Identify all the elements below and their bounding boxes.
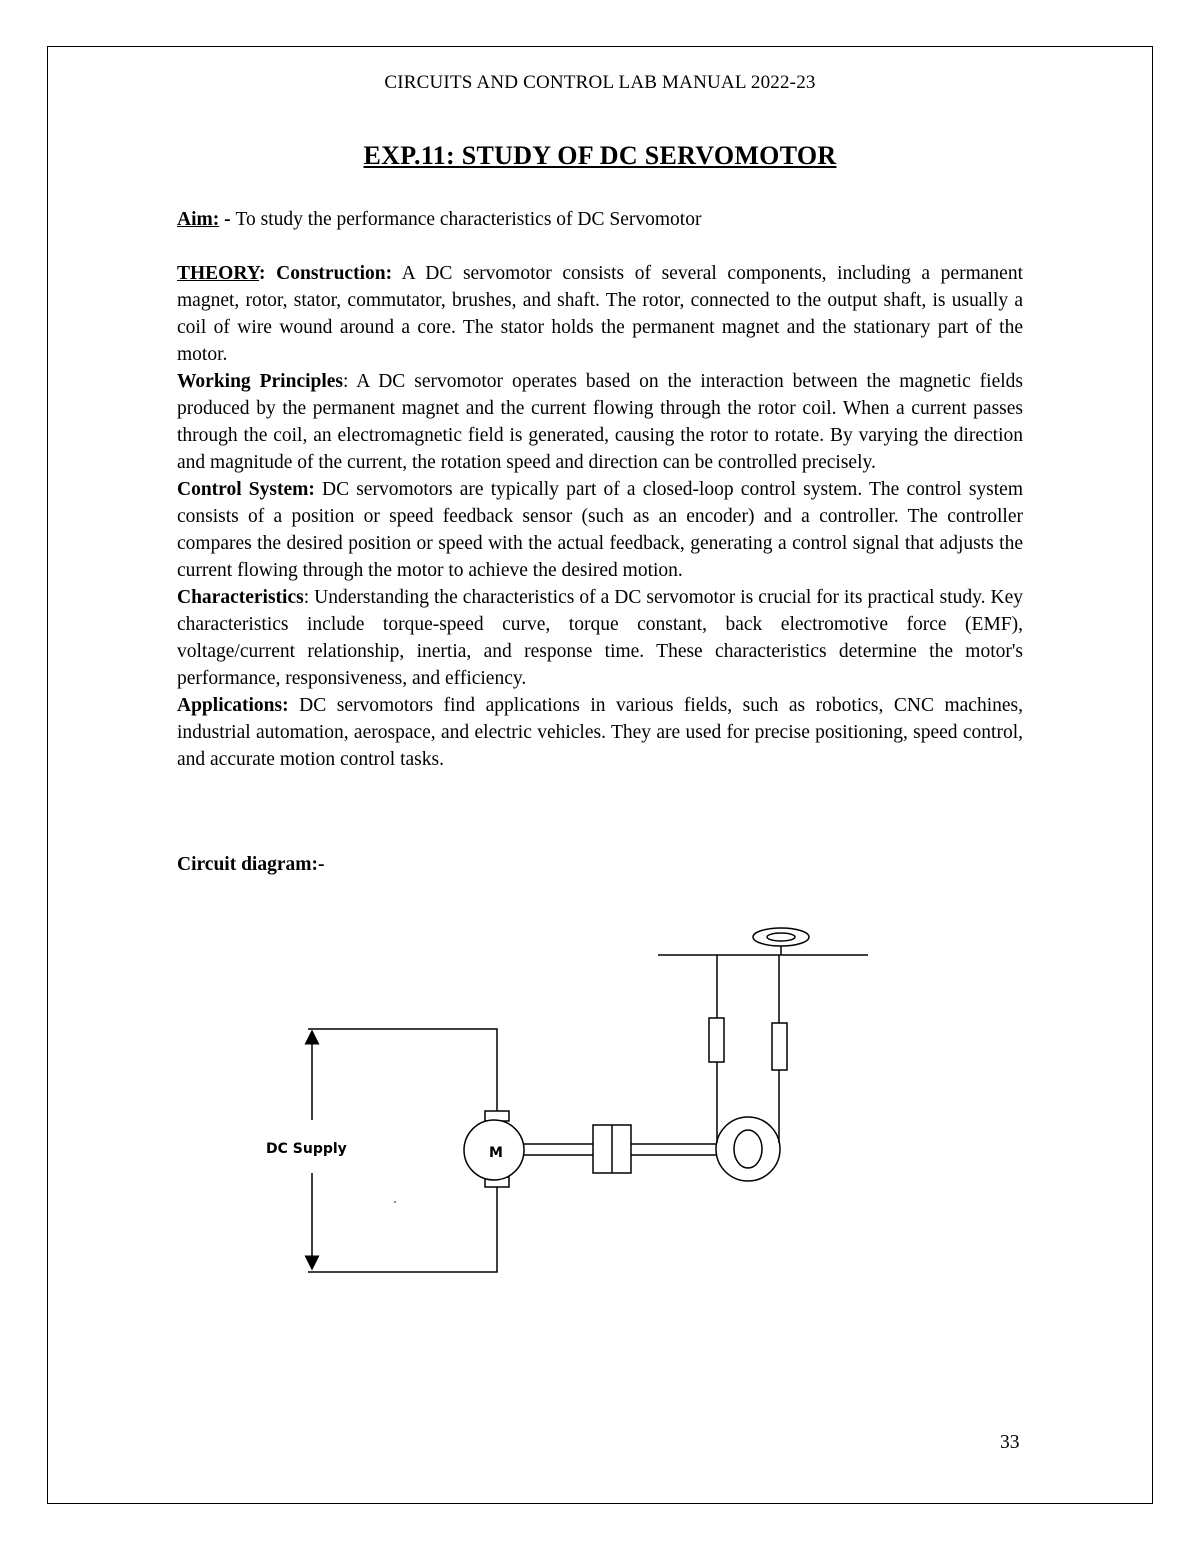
applications-paragraph [177, 692, 1023, 773]
dial-inner [767, 933, 795, 941]
aim-separator: - [219, 209, 236, 230]
construction-label: Construction: [276, 263, 393, 284]
control-text: DC servomotors are typically part of a closed-loop control system. The control system consists of a position or speed feedback sensor (such as an encoder) and a controller. The controller compares the desired position or speed with the actual feedback, generating a control signal that adjusts the current flowing through the motor to achieve the desired motion. [177, 479, 1023, 581]
characteristics-label: Characteristics [177, 587, 304, 608]
theory-colon: : [259, 263, 277, 284]
characteristics-text: : Understanding the characteristics of a DC servomotor is crucial for its practical study. Key characteristics include torque-speed curve, torque constant, back electromotive force (EMF), voltage/current relationship, inertia, and response time. These characteristics determine the motor's performance, responsiveness, and efficiency. [177, 587, 1023, 689]
construction-text: A DC servomotor consists of several components, including a permanent magnet, rotor, stator, commutator, brushes, and shaft. The rotor, connected to the output shaft, is usually a coil of wire wound around a core. The stator holds the permanent magnet and the stationary part of the motor. [177, 263, 1023, 365]
applications-label: Applications: [177, 695, 289, 716]
dc-supply-label: DC Supply [266, 1141, 347, 1157]
control-paragraph [177, 476, 1023, 584]
aim-text: To study the performance characteristics of DC Servomotor [235, 209, 702, 230]
page-header: CIRCUITS AND CONTROL LAB MANUAL 2022-23 [384, 72, 816, 93]
motor-label: M [489, 1145, 503, 1161]
theory-label: THEORY [177, 263, 260, 284]
spring-balance-right [772, 1023, 787, 1070]
working-paragraph [177, 368, 1023, 476]
working-text: : A DC servomotor operates based on the interaction between the magnetic fields produced by the permanent magnet and the current flowing through the rotor coil. When a current passes through the coil, an electromagnetic field is generated, causing the rotor to rotate. By varying the direction and magnitude of the current, the rotation speed and direction can be controlled precisely. [177, 371, 1023, 473]
supply-wire-bottom [308, 1185, 497, 1272]
circuit-diagram [250, 915, 890, 1295]
pulley-outer [716, 1117, 780, 1181]
working-label: Working Principles [177, 371, 344, 392]
circuit-heading: Circuit diagram:- [177, 854, 325, 875]
control-label: Control System: [177, 479, 315, 500]
characteristics-paragraph [177, 584, 1023, 692]
spring-balance-left [709, 1018, 724, 1062]
page-title: EXP.11: STUDY OF DC SERVOMOTOR [363, 141, 837, 170]
applications-text: DC servomotors find applications in various fields, such as robotics, CNC machines, industrial automation, aerospace, and electric vehicles. They are used for precise positioning, speed control, and accurate motion control tasks. [177, 695, 1023, 770]
construction-paragraph [177, 260, 1023, 368]
page-number: 33 [1000, 1432, 1020, 1453]
dial-outer [753, 928, 809, 946]
aim-paragraph [177, 206, 1023, 233]
stray-dot [394, 1201, 396, 1203]
aim-label: Aim: [177, 209, 220, 230]
document-body [177, 206, 1023, 773]
supply-wire-top [308, 1029, 497, 1112]
